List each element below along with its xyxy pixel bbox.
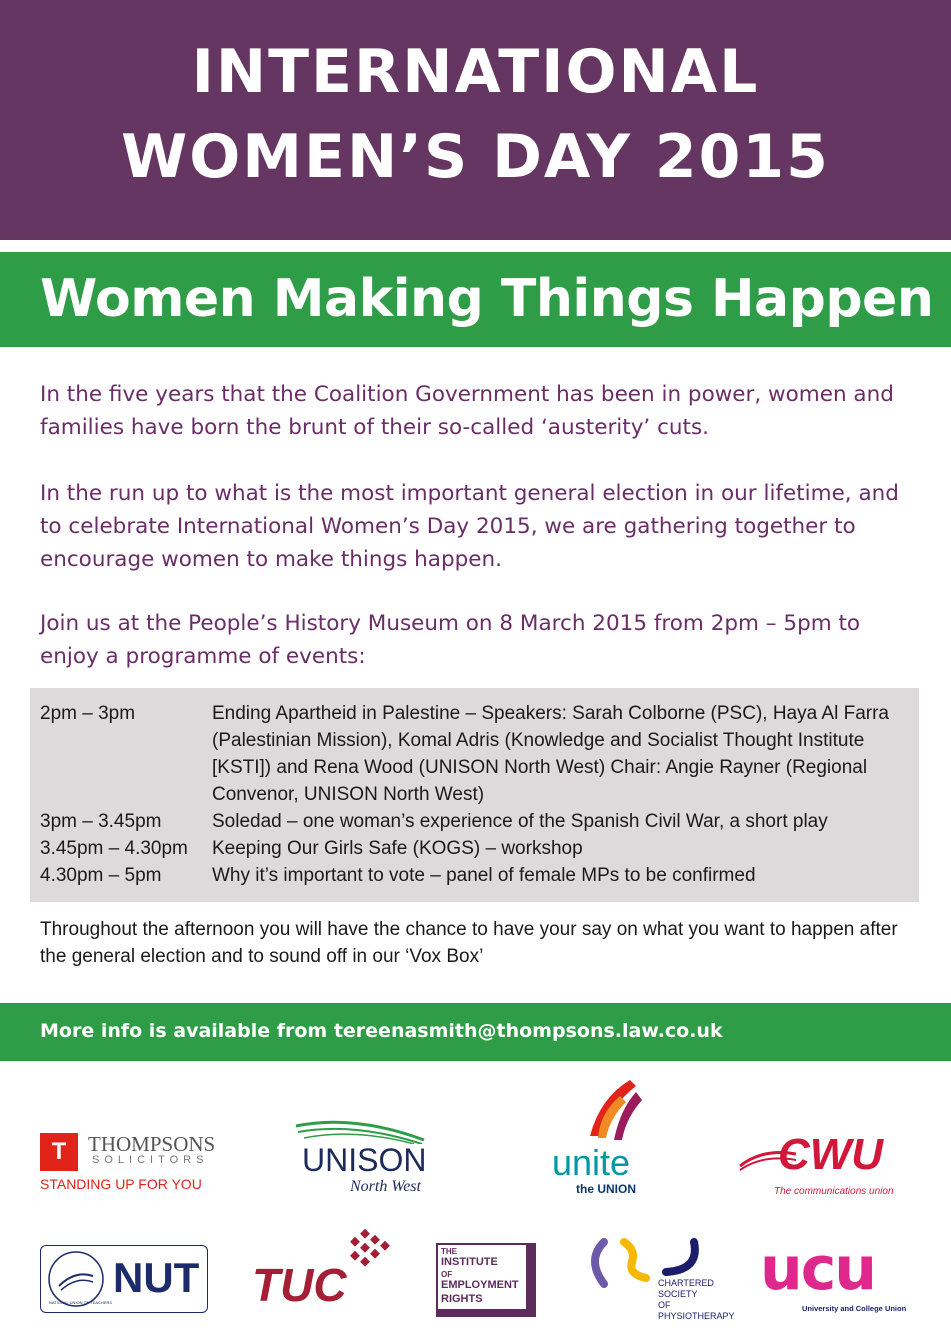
- schedule-time: 3pm – 3.45pm: [40, 811, 162, 832]
- cwu-logo: [738, 1130, 908, 1200]
- title-line-1: INTERNATIONAL: [191, 37, 760, 107]
- thompsons-name: THOMPSONS: [88, 1132, 216, 1156]
- thompsons-logo: [40, 1128, 225, 1198]
- ucu-name: ucu: [760, 1234, 875, 1304]
- ier-line-2: INSTITUTE: [441, 1256, 498, 1268]
- schedule-description: Why it’s important to vote – panel of female MPs to be confirmed: [212, 865, 756, 886]
- title-line-2: WOMEN’S DAY 2015: [121, 122, 830, 192]
- intro-paragraph-3: Join us at the People’s History Museum on 8 March 2015 from 2pm – 5pm to enjoy a programme of events:: [40, 611, 861, 669]
- nut-logo: [40, 1245, 208, 1313]
- schedule-time: 4.30pm – 5pm: [40, 865, 162, 886]
- unison-sub: North West: [350, 1178, 421, 1195]
- schedule-description: Ending Apartheid in Palestine – Speakers: Sarah Colborne (PSC), Haya Al Farra (Palestinian Mission), Komal Adris (Knowledge and Socialist Thought Institute [KSTI]) and Rena Wood (UNISON North West) Chair: Angie Rayner (Regional Convenor, UNISON North West): [212, 703, 889, 805]
- thompsons-tagline: STANDING UP FOR YOU: [40, 1176, 202, 1192]
- thompsons-mark: T: [40, 1133, 78, 1171]
- schedule-time: 2pm – 3pm: [40, 703, 136, 724]
- title-banner: [0, 0, 951, 240]
- unite-name: unite: [552, 1142, 631, 1183]
- intro-paragraph-1: In the five years that the Coalition Government has been in power, women and families have born the brunt of their so-called ‘austerity’ cuts.: [40, 382, 894, 440]
- tuc-logo: [250, 1228, 400, 1313]
- ier-line-1: THE: [441, 1247, 457, 1256]
- schedule-description: Soledad – one woman’s experience of the Spanish Civil War, a short play: [212, 811, 828, 832]
- csp-line-3: OF: [658, 1300, 671, 1310]
- unison-swoosh-icon: [294, 1118, 434, 1144]
- unite-sub: the UNION: [576, 1182, 636, 1196]
- schedule-box: [30, 688, 919, 902]
- cwu-sub: The communications union: [774, 1186, 894, 1197]
- nut-name: NUT: [113, 1254, 200, 1301]
- ier-logo: [436, 1243, 536, 1317]
- ier-line-5: RIGHTS: [441, 1293, 483, 1305]
- tuc-diamonds-icon: [342, 1228, 398, 1274]
- closing-paragraph: Throughout the afternoon you will have the chance to have your say on what you want to happen after the general election and to sound off in our ‘Vox Box’: [40, 919, 898, 967]
- schedule-time: 3.45pm – 4.30pm: [40, 838, 188, 859]
- unison-name: UNISON: [302, 1142, 427, 1178]
- nut-ring-text: NATIONAL UNION OF TEACHERS: [49, 1300, 113, 1305]
- csp-line-2: SOCIETY: [658, 1289, 698, 1299]
- info-banner: [0, 1003, 951, 1061]
- thompsons-sub: SOLICITORS: [92, 1154, 209, 1166]
- csp-line-4: PHYSIOTHERAPY: [658, 1311, 735, 1321]
- ier-line-4: EMPLOYMENT: [441, 1279, 519, 1291]
- intro-paragraph-2: In the run up to what is the most important general election in our lifetime, and to celebrate International Women’s Day 2015, we are gathering together to encourage women to make things happen.: [40, 481, 899, 572]
- unite-logo: [550, 1078, 660, 1198]
- ier-line-3: OF: [441, 1270, 453, 1279]
- csp-logo: [584, 1236, 734, 1326]
- unison-logo: [292, 1118, 442, 1198]
- subtitle: Women Making Things Happen: [40, 269, 934, 329]
- ucu-sub: University and College Union: [802, 1304, 907, 1313]
- tuc-name: TUC: [252, 1259, 347, 1311]
- unite-flame-icon: [570, 1078, 650, 1148]
- divider: [0, 240, 951, 252]
- ucu-logo: [760, 1234, 920, 1318]
- schedule-description: Keeping Our Girls Safe (KOGS) – workshop: [212, 838, 583, 859]
- contact-info[interactable]: More info is available from tereenasmith@thompsons.law.co.uk: [40, 1020, 723, 1042]
- cwu-name: CWU: [778, 1130, 884, 1179]
- subtitle-banner: [0, 252, 951, 347]
- csp-line-1: CHARTERED: [658, 1278, 714, 1288]
